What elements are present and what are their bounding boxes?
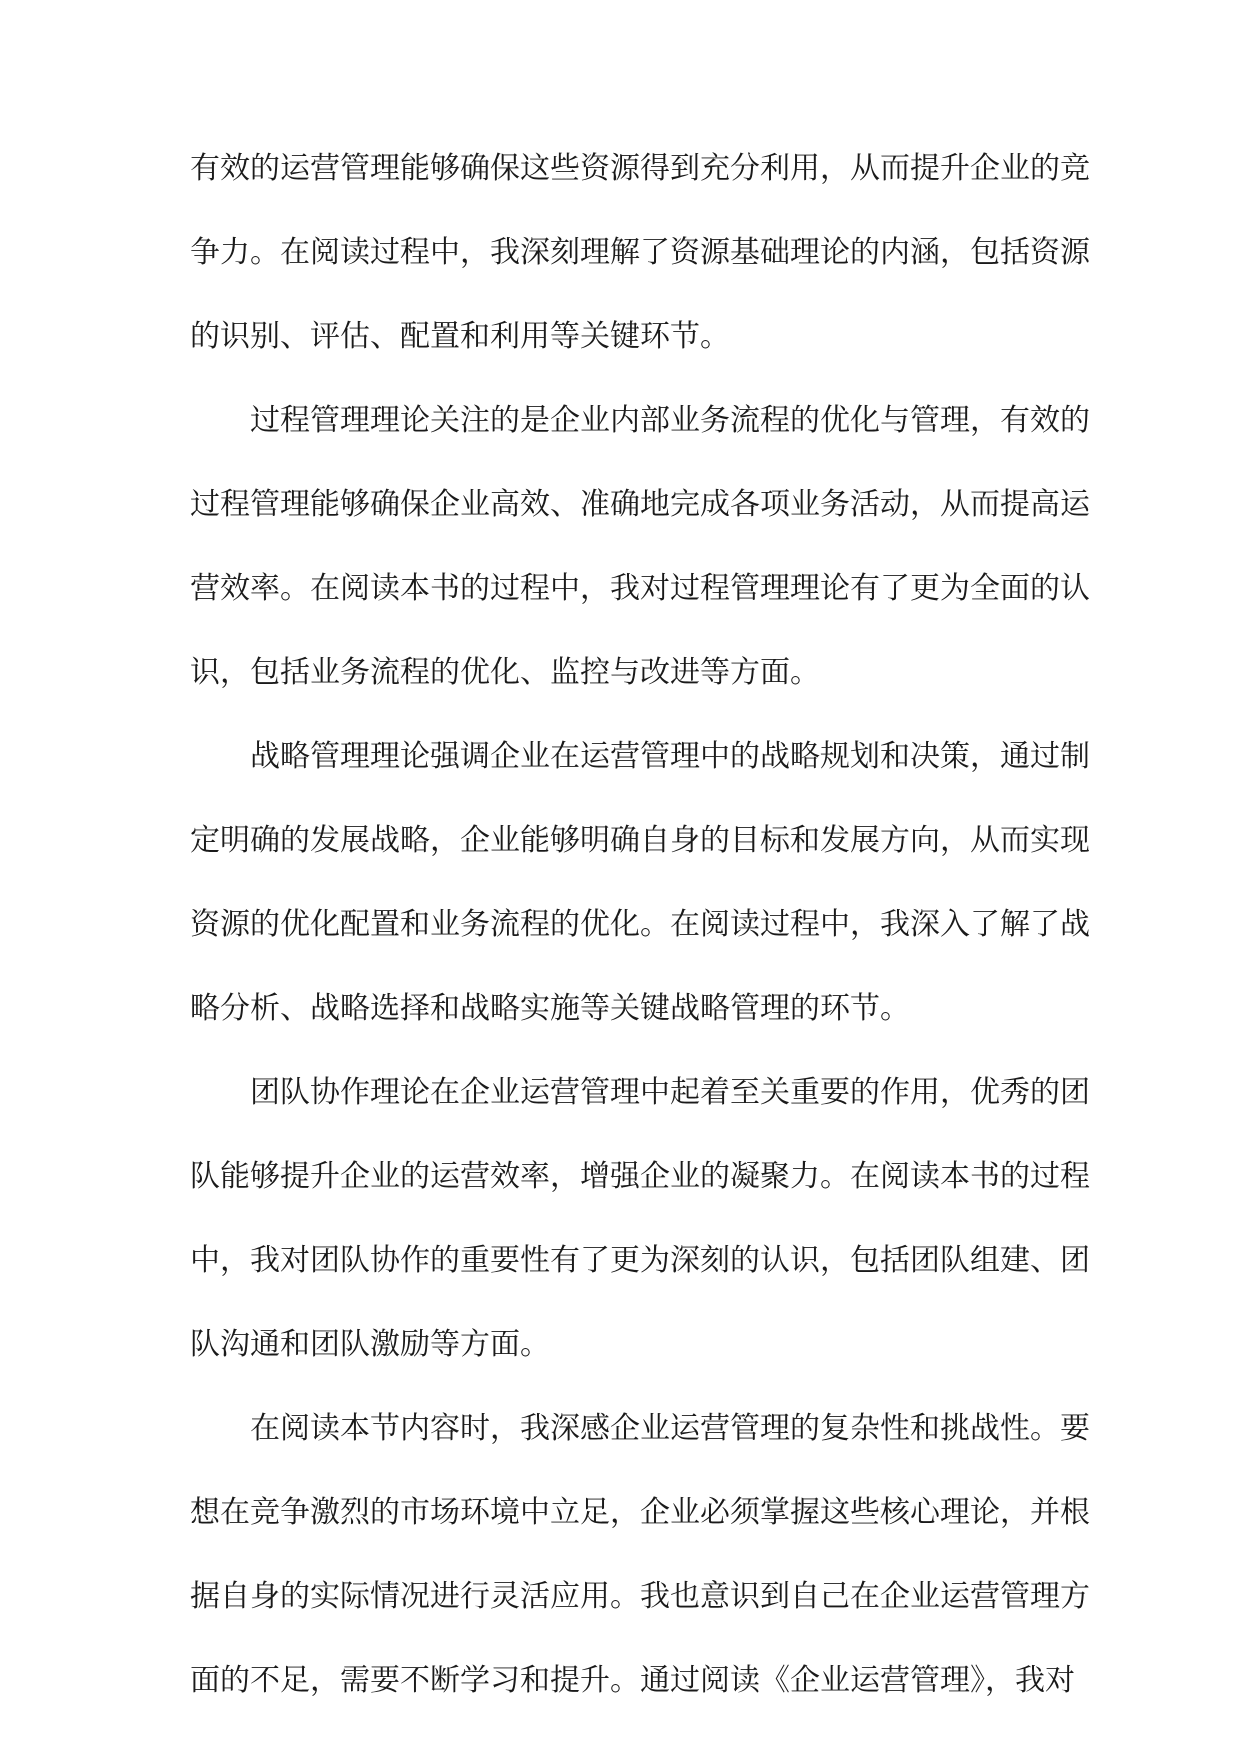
paragraph-first-line: 战略管理理论强调企业在运营管理中的战略规划和决策，通过制 [250,739,1090,774]
text-line: 营效率。在阅读本书的过程中，我对过程管理理论有了更为全面的认 [190,571,1090,606]
text-line: 过程管理能够确保企业高效、准确地完成各项业务活动，从而提高运 [190,487,1090,522]
paragraph-first-line: 团队协作理论在企业运营管理中起着至关重要的作用，优秀的团 [250,1075,1090,1110]
text-line: 据自身的实际情况进行灵活应用。我也意识到自己在企业运营管理方 [190,1579,1090,1614]
paragraph-first-line: 在阅读本节内容时，我深感企业运营管理的复杂性和挑战性。要 [250,1411,1090,1446]
paragraph-first-line: 过程管理理论关注的是企业内部业务流程的优化与管理，有效的 [250,403,1090,438]
text-line: 定明确的发展战略，企业能够明确自身的目标和发展方向，从而实现 [190,823,1090,858]
text-line: 想在竞争激烈的市场环境中立足，企业必须掌握这些核心理论，并根 [190,1495,1090,1530]
text-line: 资源的优化配置和业务流程的优化。在阅读过程中，我深入了解了战 [190,907,1090,942]
text-line: 面的不足，需要不断学习和提升。通过阅读《企业运营管理》，我对 [190,1663,1075,1698]
text-line: 略分析、战略选择和战略实施等关键战略管理的环节。 [190,991,910,1026]
text-line: 队能够提升企业的运营效率，增强企业的凝聚力。在阅读本书的过程 [190,1159,1090,1194]
text-line: 争力。在阅读过程中，我深刻理解了资源基础理论的内涵，包括资源 [190,235,1090,270]
text-line: 识，包括业务流程的优化、监控与改进等方面。 [190,655,820,690]
text-line: 的识别、评估、配置和利用等关键环节。 [190,319,730,354]
text-line: 队沟通和团队激励等方面。 [190,1327,550,1362]
text-line: 有效的运营管理能够确保这些资源得到充分利用，从而提升企业的竞 [190,151,1090,186]
body-text [190,127,1090,1723]
text-line: 中，我对团队协作的重要性有了更为深刻的认识，包括团队组建、团 [190,1243,1090,1278]
